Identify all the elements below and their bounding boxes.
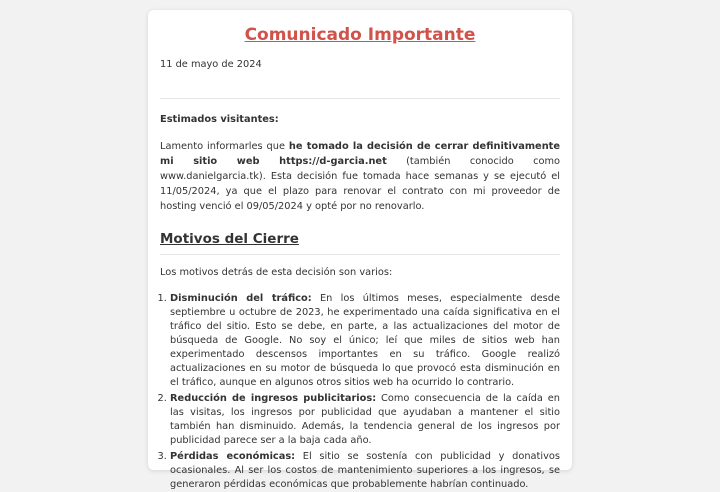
greeting: Estimados visitantes: [160, 114, 279, 125]
reason-label: Reducción de ingresos publicitarios: [170, 393, 377, 404]
reasons-list [160, 292, 560, 492]
section-divider [160, 254, 560, 255]
reason-text: Como consecuencia de la caída en las visitas, los ingresos por publicidad que ayudaban a mantener el sitio también han disminuido. Además, la tendencia general de los ingresos por publicidad parece ser a la baja cada año. [170, 393, 561, 446]
reason-label: Disminución del tráfico: [170, 293, 312, 304]
reason-text: En los últimos meses, especialmente desde septiembre u octubre de 2023, he experimentado una caída significativa en el tráfico del sitio. Esto se debe, en parte, a las actualizaciones del motor de búsqueda de Google. No soy el único; leí que miles de sitios web han experimentado descensos importantes en su tráfico. Google realizó actualizaciones en su motor de búsqueda lo que provocó esta disminución en el tráfico, aunque en algunos otros sitios web ha ocurrido lo contrario. [170, 293, 560, 388]
page-title: Comunicado Importante [244, 25, 476, 45]
list-item [170, 292, 560, 390]
divider [160, 98, 560, 99]
list-item [170, 392, 560, 448]
section-title: Motivos del Cierre [160, 231, 299, 247]
intro-lead: Lamento informarles que [160, 141, 289, 152]
announcement-card [148, 10, 572, 490]
list-item [170, 450, 560, 492]
reason-label: Pérdidas económicas: [170, 451, 296, 462]
reason-text: El sitio se sostenía con publicidad y donativos ocasionales. Al ser los costos de mantenimiento superiores a los ingresos, se generaron pérdidas económicas que probablemente habrían continuado. [170, 451, 561, 490]
announcement-date: 11 de mayo de 2024 [160, 59, 262, 70]
section-intro: Los motivos detrás de esta decisión son varios: [160, 267, 393, 278]
intro-paragraph [160, 139, 560, 214]
intro-rest: (también conocido como www.danielgarcia.tk). Esta decisión fue tomada hace semanas y se ejecutó el 11/05/2024, ya que el plazo para renovar el contrato con mi proveedor de hosting venció el 09/05/2024 y opté por no renovarlo. [160, 156, 560, 212]
intro-bold: he tomado la decisión de cerrar definitivamente mi sitio web https://d-garcia.net [160, 141, 560, 167]
